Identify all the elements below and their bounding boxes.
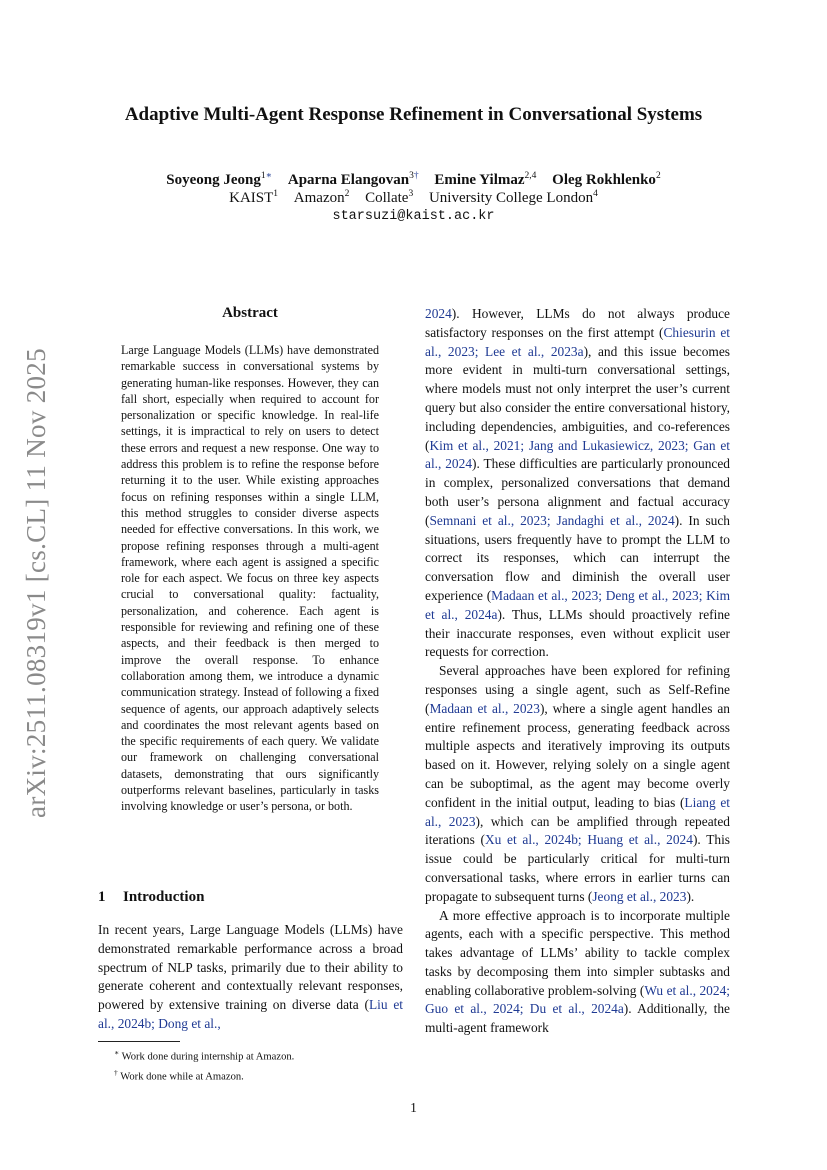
author: Soyeong Jeong$^{1∗}$ bbox=[166, 171, 273, 188]
citation-link[interactable]: Wu et al., 2024; Guo et al., 2024; Du et al., 2024a bbox=[425, 982, 730, 1017]
affiliation: University College London$^4$ bbox=[428, 189, 598, 206]
citation-link[interactable]: Madaan et al., 2023; Deng et al., 2023; Kim et al., 2024a bbox=[425, 587, 730, 622]
citation-link[interactable]: 2024 bbox=[425, 306, 452, 321]
paragraph: 2024). However, LLMs do not always produce satisfactory responses on the first attempt (Chiesurin et al., 2023; Lee et al., 2023a), and this issue becomes more evident in multi-turn conversational settings, where models must not only interpret the user’s current query but also consider the entire conversational history, including dependencies, ambiguities, and co-references (Kim et al., 2021; Jang and Lukasiewicz, 2023; Gan et al., 2024). These difficulties are particularly pronounced in complex, personalized conversations that demand both user’s persona alignment and factual accuracy (Semnani et al., 2023; Jandaghi et al., 2024). In such situations, users frequently have to prompt the LLM to correct its responses, which can interrupt the conversation flow and diminish the overall user experience (Madaan et al., 2023; Deng et al., 2023; Kim et al., 2024a). Thus, LLMs should proactively refine their inaccurate responses, even without explicit user requests for correction. bbox=[425, 306, 730, 660]
author: Oleg Rokhlenko$^2$ bbox=[552, 171, 661, 188]
paragraph: A more effective approach is to incorporate multiple agents, each with a specific perspective. This method takes advantage of LLMs’ ability to tackle complex tasks by decomposing them into simpler subtasks and enabling collaborative problem-solving (Wu et al., 2024; Guo et al., 2024; Du et al., 2024a). Additionally, the multi-agent framework bbox=[425, 907, 730, 1036]
author-list bbox=[0, 170, 827, 189]
citation-link[interactable]: Jeong et al., 2023 bbox=[592, 888, 687, 904]
citation-link[interactable]: Chiesurin et al., 2023; Lee et al., 2023a bbox=[425, 324, 730, 359]
author: Aparna Elangovan$^{3\dagger}$ bbox=[287, 171, 419, 188]
abstract-heading: Abstract bbox=[222, 305, 278, 321]
citation-link[interactable]: Liang et al., 2023 bbox=[425, 794, 730, 829]
citation-link[interactable]: Liu et al., 2024b; Dong et al., bbox=[98, 997, 404, 1031]
page-number: 1 bbox=[410, 1100, 417, 1115]
author: Emine Yilmaz$^{2,4}$ bbox=[434, 171, 537, 188]
footnotes bbox=[98, 1045, 403, 1084]
affiliation-list bbox=[0, 189, 827, 207]
introduction-right-column bbox=[425, 305, 730, 1038]
citation-link[interactable]: Madaan et al., 2023 bbox=[429, 700, 540, 716]
footnote-divider bbox=[98, 1041, 180, 1042]
abstract-body: Large Language Models (LLMs) have demonstrated remarkable success in conversational systems by generating human-like responses. However, they can fall short, especially when required to account for personalization or specific knowledge. In real-life settings, it is impractical to rely on users to detect these errors and request a new response. One way to address this problem is to refine the response before returning it to the user. While existing approaches focus on refining responses within a single LLM, this method struggles to consider diverse aspects needed for effective conversations. In this work, we propose refining responses through a multi-agent framework, where each agent is assigned a specific role for each aspect. We focus on three key aspects crucial to conversational quality: factuality, personalization, and coherence. Each agent is responsible for reviewing and refining one of these aspects, and their feedback is then merged to improve the overall response. To enhance collaboration among them, we introduce a dynamic communication strategy. Instead of following a fixed sequence of agents, our approach adaptively selects and coordinates the most relevant agents based on the specific requirements of each query. We validate our framework on challenging conversational datasets, demonstrating that ours significantly outperforms relevant baselines, particularly in tasks involving knowledge or user’s persona, or both. bbox=[121, 343, 379, 814]
paper-title: Adaptive Multi-Agent Response Refinement in Conversational Systems bbox=[124, 104, 703, 125]
citation-link[interactable]: Kim et al., 2021; Jang and Lukasiewicz, 2023; Gan et al., 2024 bbox=[425, 437, 730, 472]
footnote: † Work done while at Amazon. bbox=[114, 1067, 244, 1083]
section-heading-introduction: 1 Introduction bbox=[98, 889, 205, 905]
affiliation: KAIST$^1$ bbox=[229, 189, 279, 206]
arxiv-identifier-stamp: arXiv:2511.08319v1 [cs.CL] 11 Nov 2025 bbox=[21, 348, 51, 818]
citation-link[interactable]: Semnani et al., 2023; Jandaghi et al., 2024 bbox=[429, 512, 675, 528]
footnote: ∗ Work done during internship at Amazon. bbox=[114, 1048, 295, 1063]
author-email[interactable]: starsuzi@kaist.ac.kr bbox=[332, 209, 495, 224]
introduction-left-column: In recent years, Large Language Models (LLMs) have demonstrated remarkable performance across a broad spectrum of NLP tasks, primarily due to their ability to generate coherent and contextually relevant responses, powered by extensive training on diverse data (Liu et al., 2024b; Dong et al., bbox=[98, 922, 404, 1031]
affiliation: Collate$^3$ bbox=[365, 189, 414, 206]
paragraph: Several approaches have been explored for refining responses using a single agent, such as Self-Refine (Madaan et al., 2023), where a single agent handles an entire refinement process, generating feedback across multiple aspects and iteratively improving its outputs based on it. However, relying solely on a single agent can be suboptimal, as the agent may become overly confident in the initial output, leading to bias (Liang et al., 2023), which can be amplified through repeated iterations (Xu et al., 2024b; Huang et al., 2024). This issue could be particularly critical for multi-turn conversational tasks, where errors in earlier turns can propagate to subsequent turns (Jeong et al., 2023). bbox=[425, 663, 731, 904]
citation-link[interactable]: Xu et al., 2024b; Huang et al., 2024 bbox=[484, 832, 693, 848]
affiliation: Amazon$^2$ bbox=[293, 189, 350, 206]
